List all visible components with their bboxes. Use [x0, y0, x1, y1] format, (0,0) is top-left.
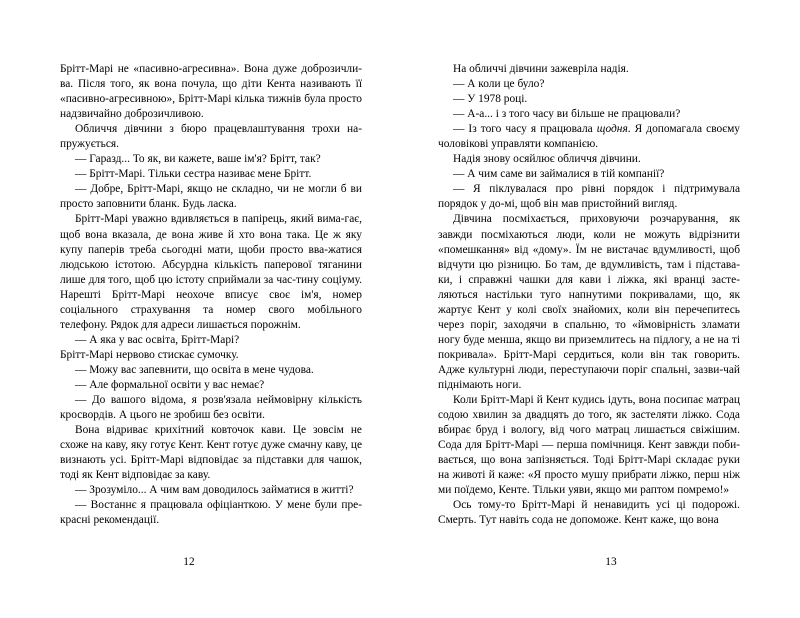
page-number-left: 12: [183, 556, 195, 568]
paragraph: Вона відриває крихітний ковточок кави. Це зовсім не схоже на каву, яку готує Кент. Кент готує дуже смачну каву, це визнають усі. Брітт-Марі відповідає за підставки для чашок, тоді як Кент відповідає за каву.: [60, 424, 362, 482]
right-page: [400, 0, 800, 618]
paragraph: — У 1978 році.: [453, 93, 528, 106]
paragraph: Коли Брітт-Марі й Кент кудись ідуть, вона посипає матрац содою хвилин за двадцять до того, як застеляти ліжко. Сода вбирає бруд і вологу, від чого матрац лишається свіжішим. Сода для Брітт-Марі — перша помічниця. Кент завжди поби-вається, що вона запізняється. Тоді Брітт-Марі складає руки на животі й каже: «Я просто мушу прибрати ліжко, перш ніж ми поїдемо, Кенте. Тільки уяви, якщо ми раптом помремо!»: [438, 394, 740, 497]
right-page-text: [438, 62, 740, 528]
paragraph: — До вашого відома, я розв'язала неймовірну кількість кросвордів. А цього не зробиш без освіти.: [60, 394, 362, 422]
paragraph: — Брітт-Марі. Тільки сестра називає мене Брітт.: [75, 168, 312, 181]
paragraph: — А яка у вас освіта, Брітт-Марі?: [75, 333, 240, 346]
paragraph: — Я піклувалася про рівні порядок і підтримувала порядок у до-мі, щоб він мав пристойний вигляд.: [438, 183, 740, 211]
paragraph: — А чим саме ви займалися в тій компанії?: [453, 168, 665, 181]
paragraph: — Востаннє я працювала офіціанткою. У мене були пре-красні рекомендації.: [60, 499, 362, 527]
paragraph: — Зрозуміло... А чим вам доводилось займатися в житті?: [75, 484, 354, 497]
paragraph: — Із того часу я працювала щодня. Я допомагала своєму чоловікові управляти компанією.: [438, 123, 741, 151]
paragraph: — А коли це було?: [453, 78, 545, 91]
paragraph: Брітт-Марі не «пасивно-агресивна». Вона дуже доброзичли-ва. Після того, як вона почула, що діти Кента називають її «пасивно-агресивною», Брітт-Марі кілька тижнів була просто надзвичайно доброзичливою.: [60, 63, 362, 121]
paragraph: На обличчі дівчини зажевріла надія.: [453, 63, 629, 75]
paragraph: Надія знову осяйлює обличчя дівчини.: [453, 153, 641, 166]
paragraph: — Гаразд... То як, ви кажете, ваше ім'я? Брітт, так?: [75, 153, 321, 166]
paragraph: Брітт-Марі уважно вдивляється в папірець, який вима-гає, щоб вона вказала, де вона живе й хто вона така. Це ж яку купу паперів треба сьогодні мати, щоби просто вва-жатися людською істотою. Абсурдна кількість паперової тяганини лише для того, щоб цю істоту сприймали за час-тину соціуму. Нарешті Брітт-Марі неохоче вписує своє ім'я, номер соціального страхування та номер свого мобільного телефону. Рядок для адреси лишається порожнім.: [60, 213, 362, 331]
paragraph: — Добре, Брітт-Марі, якщо не складно, чи не могли б ви просто заповнити бланк. Будь ласка.: [60, 183, 362, 211]
paragraph: Дівчина посміхається, приховуючи розчарування, як завжди посміхаються люди, коли не можуть відрізнити «помешкання» від «дому». Їм не вистачає вдумливості, щоб відчути цю різницю. Бо там, де вдумливість, там і підстава-ки, і справжні чашки для кави і ліжка, які вранці засте-ляються настільки туго напнутими покривалами, що, як жартує Кент у колі своїх знайомих, коли він перечепитесь через поріг, заходячи в спальню, то «ймовірність зламати ногу буде менша, якщо ви приземлитесь на підлогу, а не на ті покривала». Брітт-Марі сердиться, коли він так говорить. Адже культурні люди, переступаючи поріг спальні, зазви-чай піднімають ноги.: [438, 213, 740, 391]
paragraph: Ось тому-то Брітт-Марі й ненавидить усі ці подорожі. Смерть. Тут навіть сода не допоможе. Кент каже, що вона: [438, 499, 740, 527]
page-number-right: 13: [605, 556, 617, 568]
paragraph: Брітт-Марі нервово стискає сумочку.: [60, 348, 239, 361]
paragraph: Обличчя дівчини з бюро працевлаштування трохи на-пружується.: [60, 123, 362, 151]
paragraph: — Можу вас запевнити, що освіта в мене чудова.: [75, 363, 314, 376]
left-page-text: [60, 62, 362, 528]
paragraph: — А-а... і з того часу ви більше не працювали?: [453, 108, 681, 121]
paragraph: — Але формальної освіти у вас немає?: [75, 378, 265, 391]
